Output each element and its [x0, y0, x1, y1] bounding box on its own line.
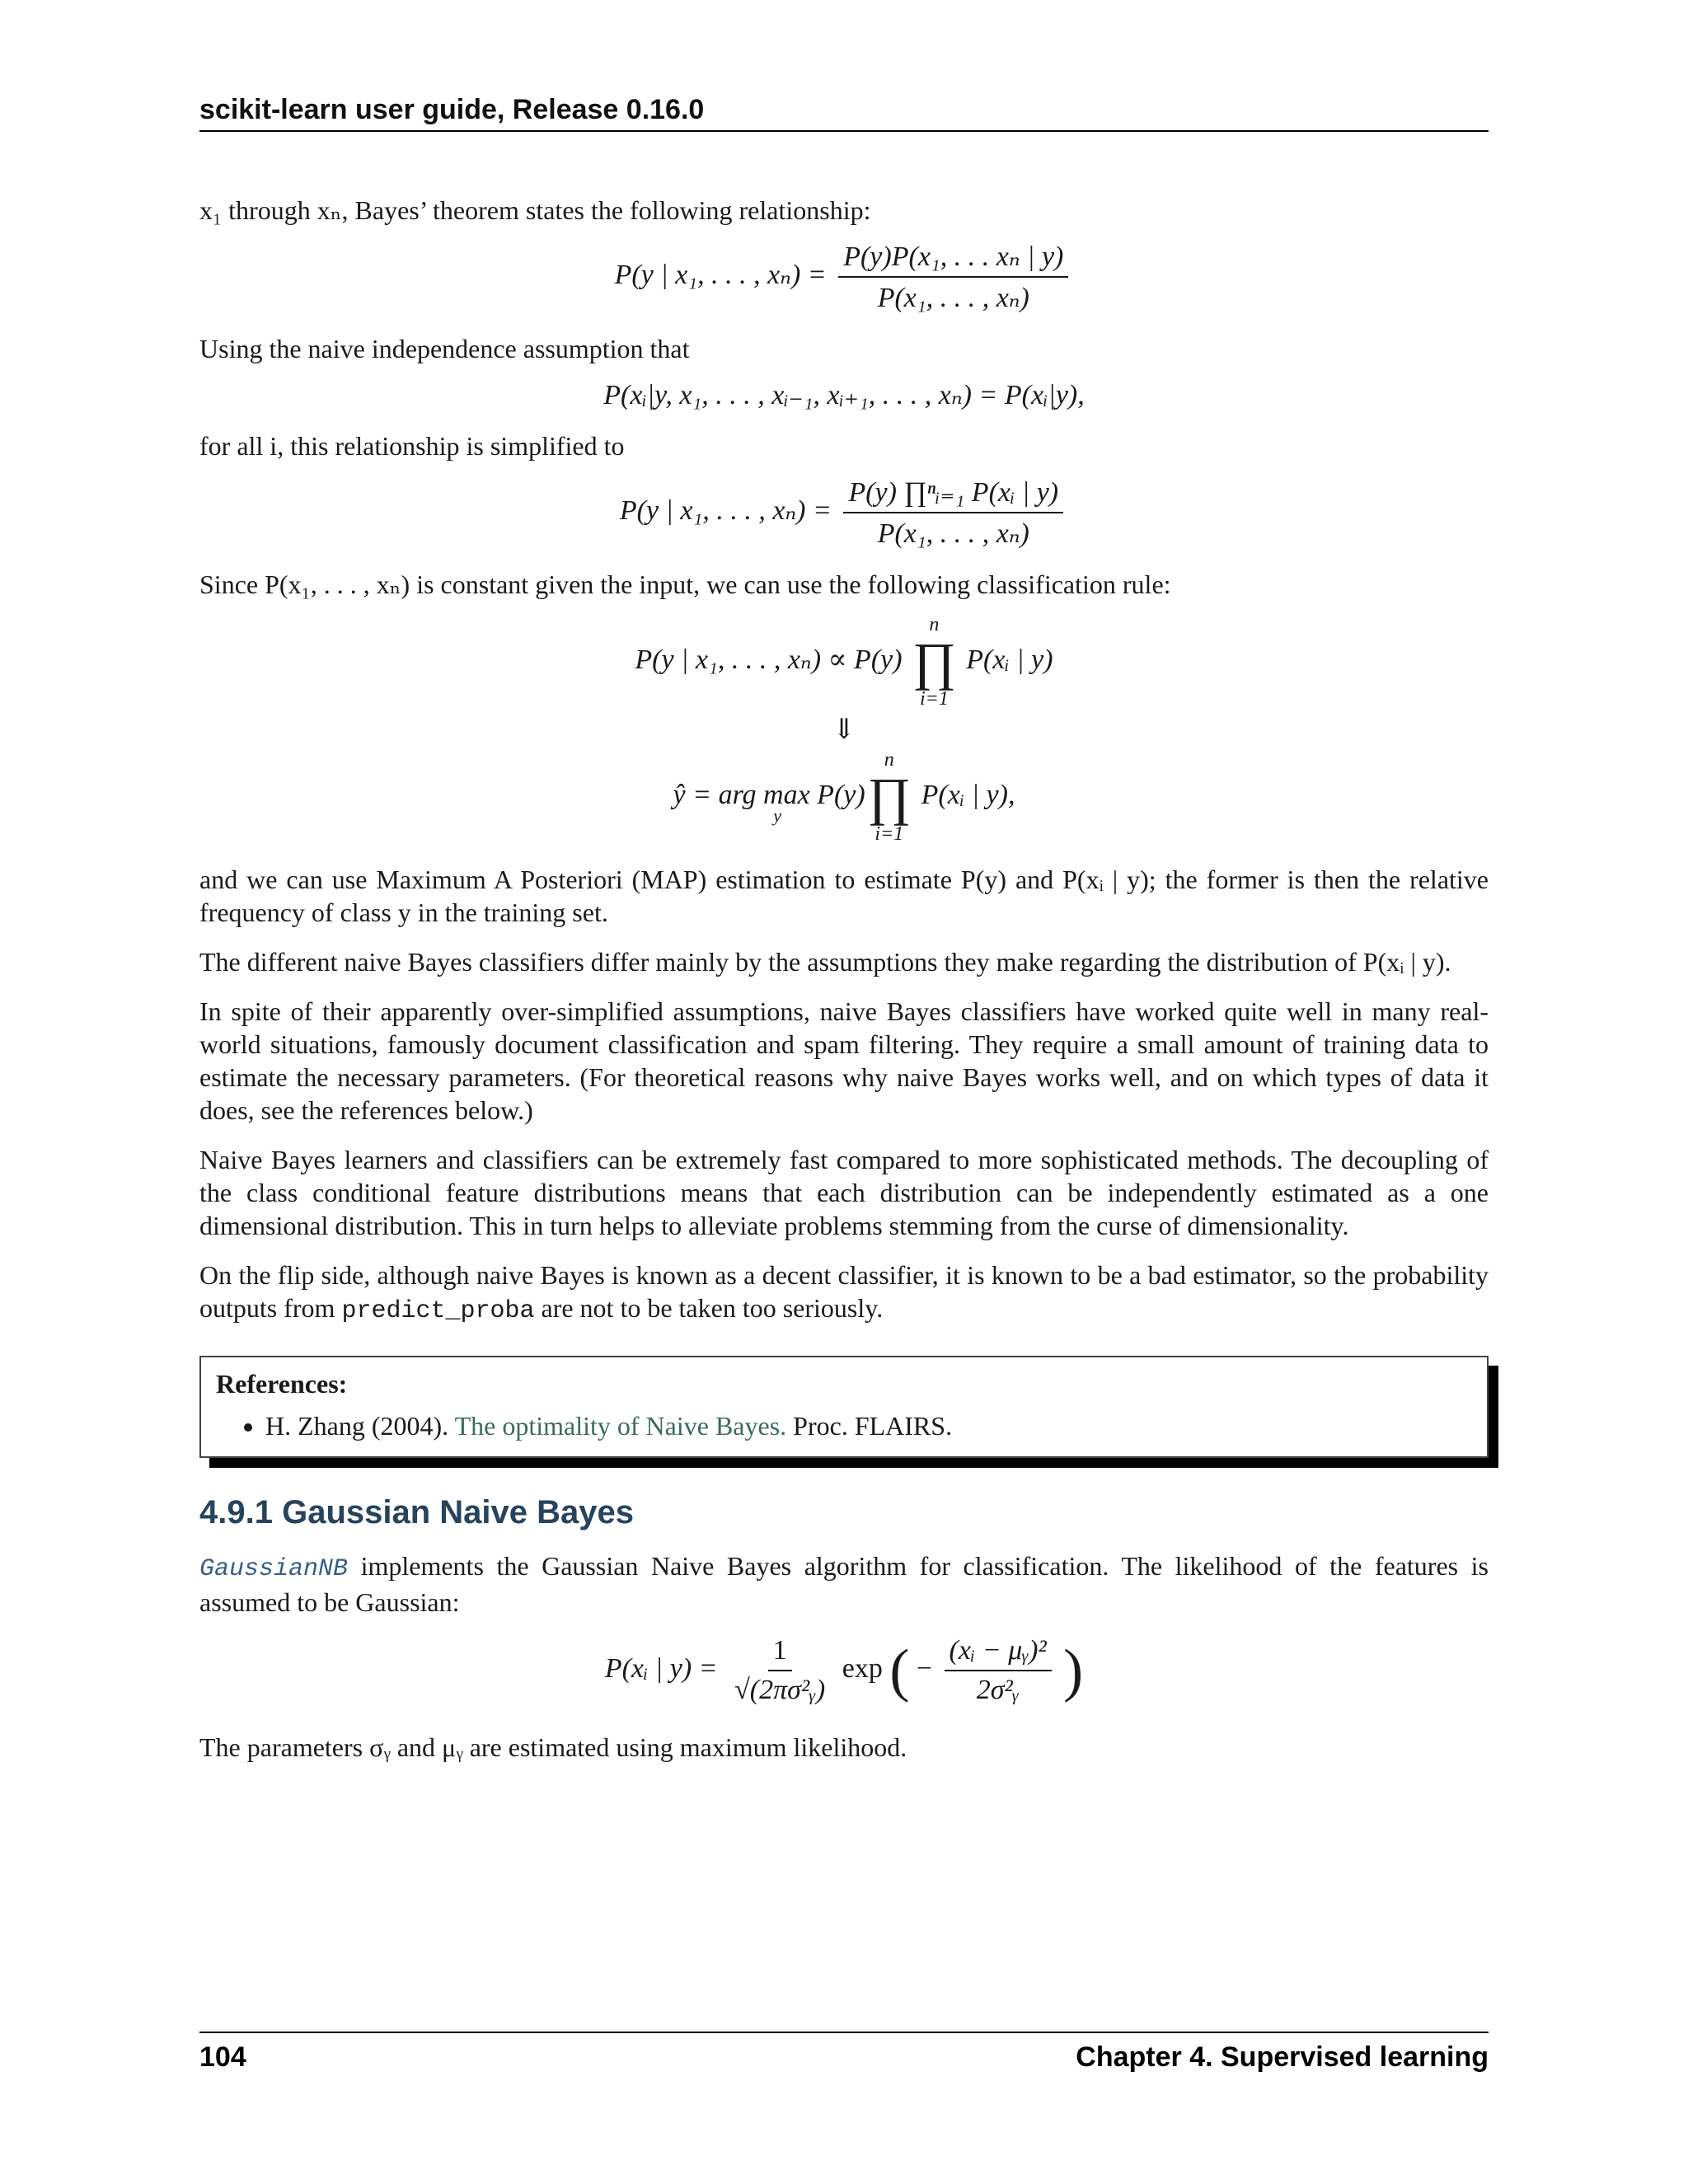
- eq6-inner-fraction: [945, 1635, 1052, 1706]
- paragraph-independence: Using the naive independence assumption that: [199, 334, 690, 363]
- paragraph-real-world: In spite of their apparently over-simplified assumptions, naive Bayes classifiers have worked quite well in many real-world situations, famously document classification and spam filtering. They require a small amount of training data to estimate the necessary parameters. (For theoretical reasons why naive Bayes works well, and on which types of data it does, see the references below.): [199, 996, 1489, 1125]
- eq1-lhs: P(y | x₁, . . . , xₙ) =: [614, 259, 827, 290]
- references-list: [216, 1411, 1472, 1441]
- right-paren: ): [1063, 1637, 1084, 1704]
- eq6-inner-numerator: (xᵢ − μᵧ)²: [945, 1635, 1052, 1671]
- product-upper-limit: n: [929, 614, 940, 635]
- paragraph-bayes-intro: x₁ through xₙ, Bayes’ theorem states the following relationship:: [199, 195, 871, 225]
- argmax-subscript: y: [773, 804, 781, 826]
- eq1-fraction: [838, 240, 1068, 314]
- equation-independence: [199, 378, 1489, 411]
- eq3-numerator: P(y) ∏ⁿᵢ₌₁ P(xᵢ | y): [843, 476, 1063, 513]
- eq6-denominator: √(2πσ²ᵧ): [734, 1675, 826, 1705]
- running-header: [199, 89, 1489, 132]
- eq6-numerator: 1: [768, 1635, 792, 1671]
- predict-proba-code: predict_proba: [341, 1297, 535, 1325]
- eq6-inner-denominator: 2σ²ᵧ: [976, 1675, 1020, 1705]
- eq4-rhs: P(xᵢ | y): [966, 644, 1053, 675]
- eq3-fraction: [843, 476, 1063, 550]
- paragraph-classification-rule: Since P(x₁, . . . , xₙ) is constant given the input, we can use the following classification rule:: [199, 569, 1171, 599]
- reference-venue: Proc. FLAIRS.: [786, 1411, 953, 1441]
- paragraph-speed: Naive Bayes learners and classifiers can be extremely fast compared to more sophisticated methods. The decoupling of the class conditional feature distributions means that each distribution can be independently estimated as a one dimensional distribution. This in turn helps to alleviate problems stemming from the curse of dimensionality.: [199, 1145, 1489, 1240]
- product-lower-limit: i=1: [874, 823, 904, 845]
- paragraph-classifier-differences: The different naive Bayes classifiers differ mainly by the assumptions they make regarding the distribution of P(xᵢ | y).: [199, 947, 1451, 977]
- product-operator-2: [867, 749, 911, 845]
- reference-author: H. Zhang (2004).: [265, 1411, 455, 1441]
- product-symbol: ∏: [912, 632, 956, 691]
- eq3-denominator: P(x₁, . . . , xₙ): [877, 518, 1029, 549]
- page-number: 104: [199, 2041, 246, 2073]
- eq1-numerator: P(y)P(x₁, . . . xₙ | y): [838, 240, 1068, 278]
- gaussiannb-link[interactable]: GaussianNB: [199, 1555, 349, 1583]
- page-content: [199, 194, 1489, 1780]
- references-title: References:: [216, 1369, 348, 1399]
- reference-item: [265, 1411, 1472, 1441]
- section-heading: 4.9.1 Gaussian Naive Bayes: [199, 1494, 634, 1530]
- eq6-lhs: P(xᵢ | y) =: [604, 1652, 718, 1684]
- header-title: scikit-learn user guide, Release 0.16.0: [199, 94, 705, 125]
- minus-sign: −: [916, 1652, 933, 1684]
- paragraph-parameters: The parameters σᵧ and μᵧ are estimated using maximum likelihood.: [199, 1732, 907, 1762]
- eq6-exp: exp: [842, 1652, 883, 1684]
- paragraph-simplified: for all i, this relationship is simplified to: [199, 431, 625, 461]
- product-upper-limit: n: [884, 749, 894, 771]
- equation-simplified: [199, 476, 1489, 550]
- eq2-text: P(xᵢ|y, x₁, . . . , xᵢ₋₁, xᵢ₊₁, . . . , xₙ) = P(xᵢ|y),: [603, 380, 1085, 410]
- paragraph-flip-side: [199, 1258, 1489, 1328]
- paragraph-map-estimation: and we can use Maximum A Posteriori (MAP) estimation to estimate P(y) and P(xᵢ | y); the former is then the relative frequency of class y in the training set.: [199, 865, 1489, 927]
- flip-side-text-start: On the flip side, although naive Bayes is known as a decent classifier, it is known to be a bad estimator, so the probability outputs from: [199, 1260, 1489, 1323]
- running-footer: [199, 2032, 1489, 2083]
- product-operator-1: [912, 614, 956, 710]
- left-paren: (: [889, 1637, 910, 1704]
- chapter-title: Chapter 4. Supervised learning: [1076, 2041, 1489, 2073]
- equation-gaussian-likelihood: [199, 1635, 1489, 1706]
- equation-argmax: [199, 749, 1489, 845]
- paragraph-gaussiannb-intro: [199, 1549, 1489, 1619]
- double-down-arrow-icon: ⇓: [832, 715, 856, 745]
- product-lower-limit: i=1: [919, 688, 949, 710]
- eq5-rhs: P(xᵢ | y),: [921, 779, 1015, 810]
- eq6-fraction: [729, 1635, 830, 1706]
- implies-arrow: [199, 713, 1489, 746]
- eq1-denominator: P(x₁, . . . , xₙ): [877, 283, 1029, 313]
- eq5-lhs: ŷ = arg max P(y): [673, 779, 865, 810]
- references-box: [199, 1356, 1489, 1458]
- equation-bayes-theorem: [199, 240, 1489, 314]
- equation-proportional: [199, 614, 1489, 710]
- gaussiannb-intro-text: implements the Gaussian Naive Bayes algorithm for classification. The likelihood of the features is assumed to be Gaussian:: [199, 1551, 1489, 1617]
- product-symbol: ∏: [867, 767, 912, 826]
- reference-link[interactable]: The optimality of Naive Bayes.: [454, 1411, 787, 1441]
- flip-side-text-end: are not to be taken too seriously.: [534, 1293, 884, 1323]
- eq4-lhs: P(y | x₁, . . . , xₙ) ∝ P(y): [635, 644, 903, 675]
- eq3-lhs: P(y | x₁, . . . , xₙ) =: [619, 494, 832, 526]
